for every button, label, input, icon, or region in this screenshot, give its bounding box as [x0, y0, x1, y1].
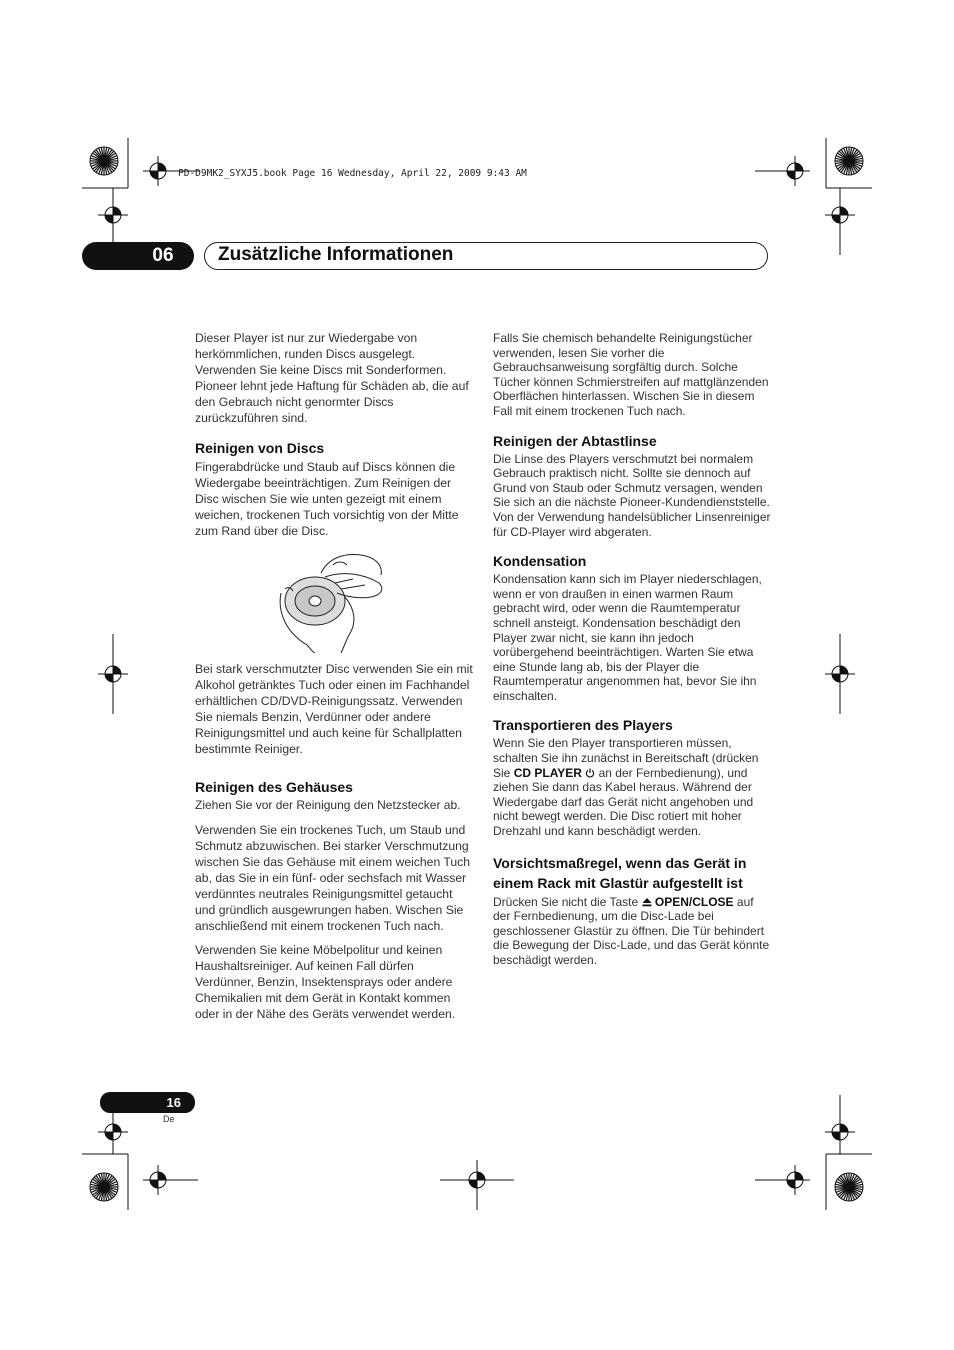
cleaning-case-p2: Verwenden Sie ein trockenes Tuch, um Staub und Schmutz abzuwischen. Bei starker Verschmutzung wischen Sie das Gehäuse mit einem weichen Tuch ab, das Sie in ein fünf- oder sechsfach mit Wasser verdünntes neutrales Reinigungsmittel getaucht und gründlich ausgewrungen haben. Wischen Sie anschließend mit einem trockenen Tuch nach. — [195, 822, 471, 933]
cd-player-key-label: CD PLAYER — [513, 765, 582, 780]
section-cleaning-case — [195, 779, 473, 1022]
heading-condensation: Kondensation — [493, 553, 587, 570]
section-transport — [493, 717, 771, 838]
power-icon — [585, 766, 595, 780]
section-lens — [493, 433, 771, 540]
section-rack — [493, 853, 771, 968]
right-intro: Falls Sie chemisch behandelte Reinigungstücher verwenden, lesen Sie vorher die Gebrauchsanweisung sorgfältig durch. Solche Tücher können Schmierstreifen auf mattglänzenden Oberflächen hinterlassen. Wischen Sie in diesem Fall mit einem trockenen Tuch nach. — [493, 331, 769, 418]
chapter-number-badge — [82, 242, 194, 270]
section-condensation — [493, 553, 771, 703]
language-code: De — [163, 1114, 175, 1124]
slug-line: PD-D9MK2_SYXJ5.book Page 16 Wednesday, April 22, 2009 9:43 AM — [178, 168, 527, 179]
heading-rack: Vorsichtsmaßregel, wenn das Gerät in einem Rack mit Glastür aufgestellt ist — [493, 854, 747, 891]
heading-cleaning-discs: Reinigen von Discs — [195, 440, 325, 456]
disc-cleaning-illustration — [195, 553, 473, 653]
cleaning-discs-p1: Fingerabdrücke und Staub auf Discs können die Wiedergabe beeinträchtigen. Zum Reinigen der Disc wischen Sie wie unten gezeigt mit einem weichen, trockenen Tuch vorsichtig von der Mitte zum Rand über die Disc. — [195, 460, 459, 538]
page-number: 16 — [166, 1095, 181, 1110]
rack-p1 — [493, 895, 771, 968]
cleaning-case-p1: Ziehen Sie vor der Reinigung den Netzstecker ab. — [195, 798, 461, 812]
chapter-title: Zusätzliche Informationen — [218, 244, 454, 265]
heading-transport: Transportieren des Players — [493, 717, 673, 734]
condensation-p1: Kondensation kann sich im Player niederschlagen, wenn er von draußen in einen warmen Raum gebracht wird, oder wenn die Raumtemperatur schnell ansteigt. Kondensation beschädigt den Player zwar nicht, sie kann ihn jedoch vorübergehend beeinträchtigen. Warten Sie etwa eine Stunde lang ab, bis der Player die Raumtemperatur angenommen hat, bevor Sie ihn einschalten. — [493, 572, 762, 703]
page-number-badge — [100, 1092, 195, 1113]
right-column — [493, 331, 771, 982]
transport-text-after: an der Fernbedienung), und ziehen Sie dann das Kabel heraus. Während der Wiedergabe darf das Gerät nicht angehoben und nicht bewegt werden. Die Disc rotiert mit hoher Drehzahl und kann beschädigt werden. — [493, 765, 754, 839]
heading-lens: Reinigen der Abtastlinse — [493, 432, 657, 449]
left-column — [195, 330, 473, 1036]
eject-icon — [642, 895, 652, 909]
transport-text-before: Wenn Sie den Player transportieren müssen, schalten Sie ihn zunächst in Bereitschaft (drücken Sie — [493, 736, 759, 780]
left-intro: Dieser Player ist nur zur Wiedergabe von herkömmlichen, runden Discs ausgelegt. Verwenden Sie keine Discs mit Sonderformen. Pioneer lehnt jede Haftung für Schäden ab, die auf den Gebrauch nicht genormter Discs zurückzuführen sind. — [195, 331, 469, 425]
rack-text-before: Drücken Sie nicht die Taste — [493, 894, 642, 909]
transport-p1 — [493, 736, 771, 838]
heading-cleaning-case: Reinigen des Gehäuses — [195, 779, 353, 795]
cleaning-case-p3: Verwenden Sie keine Möbelpolitur und keinen Haushaltsreiniger. Auf keinen Fall dürfen Verdünner, Benzin, Insektensprays oder andere Chemikalien mit dem Gerät in Kontakt kommen oder in der Nähe des Geräts verwendet werden. — [195, 942, 456, 1021]
section-cleaning-discs — [195, 440, 473, 757]
rack-text-after: auf der Fernbedienung, um die Disc-Lade bei geschlossener Glastür zu öffnen. Die Tür behindert die Bewegung der Disc-Lade, und das Gerät könnte beschädigt werden. — [493, 894, 770, 967]
chapter-number: 06 — [152, 245, 174, 266]
lens-p1: Die Linse des Players verschmutzt bei normalem Gebrauch praktisch nicht. Sollte sie dennoch auf Grund von Staub oder Schmutz versagen, wenden Sie sich an die nächste Pioneer-Kundendienststelle. Von der Verwendung handelsüblicher Linsenreiniger für CD-Player wird abgeraten. — [493, 451, 771, 539]
open-close-key-label: OPEN/CLOSE — [654, 894, 734, 909]
cleaning-discs-p2: Bei stark verschmutzter Disc verwenden Sie ein mit Alkohol getränktes Tuch oder einen im Fachhandel erhältlichen CD/DVD-Reinigungssatz. Verwenden Sie niemals Benzin, Verdünner oder andere Reinigungsmittel und auch keine für Schallplatten bestimmte Reiniger. — [195, 662, 473, 756]
